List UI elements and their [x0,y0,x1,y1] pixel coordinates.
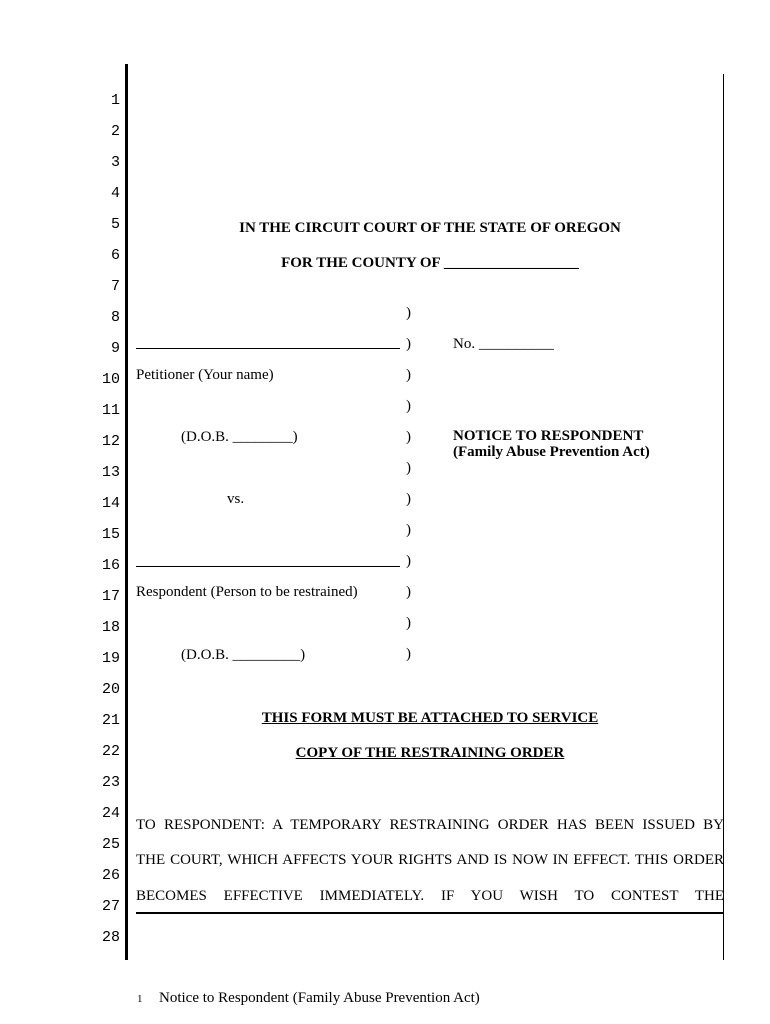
body-text-line: THE COURT, WHICH AFFECTS YOUR RIGHTS AND IS NOW IN EFFECT. THIS ORDER [136,852,724,868]
line-number: 17 [101,588,120,605]
line-number: 15 [101,526,120,543]
line-number: 23 [101,774,120,791]
county-heading: FOR THE COUNTY OF __________________ [281,255,579,271]
line-number: 14 [101,495,120,512]
body-text-line: BECOMES EFFECTIVE IMMEDIATELY. IF YOU WISH TO CONTEST THE [136,888,724,904]
pleading-left-rule [125,64,128,960]
caption-paren: ) [406,615,411,631]
line-number: 21 [101,712,120,729]
caption-paren: ) [406,491,411,507]
line-number: 22 [101,743,120,760]
line-number: 13 [101,464,120,481]
document-title: NOTICE TO RESPONDENT [453,428,644,444]
body-bottom-rule [136,912,724,914]
respondent-label: Respondent (Person to be restrained) [136,584,358,600]
footer-page-number: 1 [137,993,143,1005]
service-notice-line-2: COPY OF THE RESTRAINING ORDER [295,745,565,761]
caption-paren: ) [406,367,411,383]
versus-label: vs. [227,491,245,507]
line-number: 12 [101,433,120,450]
line-number: 20 [101,681,120,698]
line-number: 26 [101,867,120,884]
caption-paren: ) [406,305,411,321]
caption-paren: ) [406,584,411,600]
line-number: 9 [110,340,120,357]
line-number: 19 [101,650,120,667]
line-number: 4 [110,185,120,202]
line-number: 3 [110,154,120,171]
case-number[interactable]: No. __________ [453,336,554,352]
document-subtitle: (Family Abuse Prevention Act) [453,444,650,460]
respondent-dob[interactable]: (D.O.B. _________) [181,647,306,663]
service-notice-line-1: THIS FORM MUST BE ATTACHED TO SERVICE [261,710,599,726]
line-number: 16 [101,557,120,574]
line-number: 7 [110,278,120,295]
line-number: 11 [101,402,120,419]
body-text-line: TO RESPONDENT: A TEMPORARY RESTRAINING ORDER HAS BEEN ISSUED BY [136,817,724,833]
caption-paren: ) [406,460,411,476]
line-number: 27 [101,898,120,915]
court-heading: IN THE CIRCUIT COURT OF THE STATE OF OREGON [239,220,621,236]
petitioner-name-line[interactable] [136,348,400,349]
caption-paren: ) [406,336,411,352]
caption-paren: ) [406,646,411,662]
caption-paren: ) [406,522,411,538]
line-number: 25 [101,836,120,853]
line-number: 10 [101,371,120,388]
line-number: 1 [110,92,120,109]
line-number: 5 [110,216,120,233]
line-number: 6 [110,247,120,264]
petitioner-dob[interactable]: (D.O.B. ________) [181,429,298,445]
caption-paren: ) [406,398,411,414]
petitioner-label: Petitioner (Your name) [136,367,274,383]
caption-paren: ) [406,429,411,445]
caption-paren: ) [406,553,411,569]
footer-title: Notice to Respondent (Family Abuse Prevention Act) [159,990,480,1006]
line-number: 24 [101,805,120,822]
line-number: 2 [110,123,120,140]
line-number: 28 [101,929,120,946]
line-number: 18 [101,619,120,636]
respondent-name-line[interactable] [136,566,400,567]
line-number: 8 [110,309,120,326]
